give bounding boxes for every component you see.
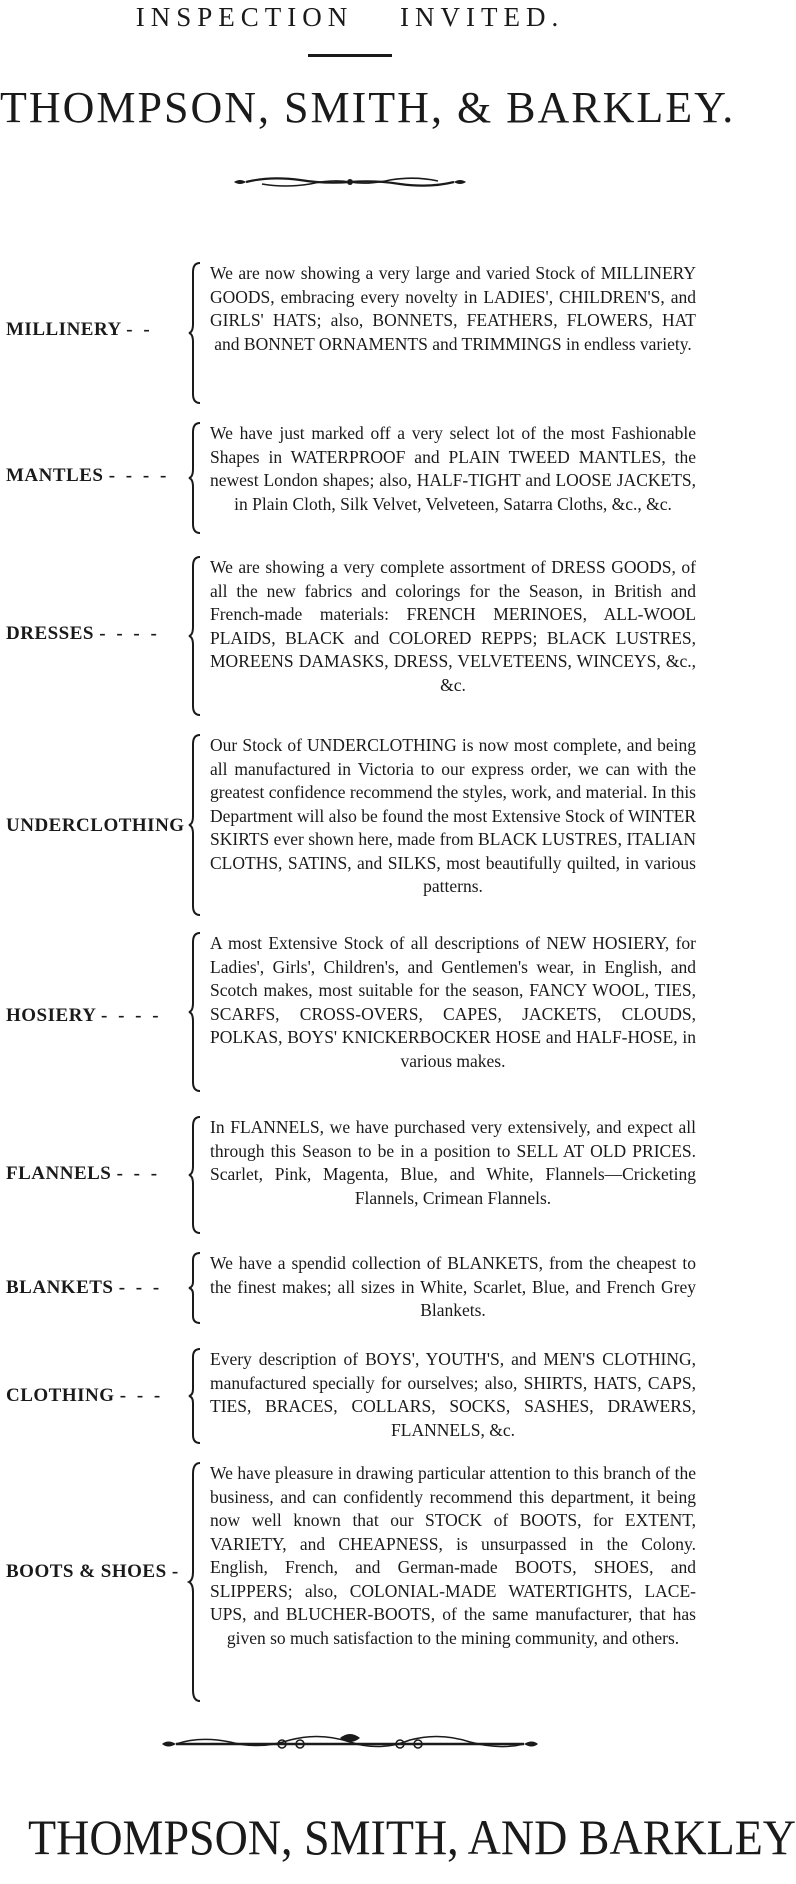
section-label: HOSIERY - - - - bbox=[6, 1005, 162, 1026]
section-text: We have pleasure in drawing particular attention to this branch of the business, and can confidently recommend this department, it being now well known that our STOCK of BOOTS, for EXTENT, VARIETY, and CHEAPNESS, is unsurpassed in the Colony. English, French, and German-made BOOTS, SHOES, and SLIPPERS; also, COLONIAL-MADE WATERTIGHTS, LACE-UPS, and BLUCHER-BOOTS, of the same manufacturer, that has given so much satisfaction to the mining community, and others. bbox=[210, 1463, 696, 1648]
section-text: We are showing a very complete assortment of DRESS GOODS, of all the new fabrics and colorings for the Season, in British and French-made materials: FRENCH MERINOES, ALL-WOOL PLAIDS, BLACK and COLORED REPPS; BLACK LUSTRES, MOREENS DAMASKS, DRESS, VELVETEENS, WINCEYS, &c., &c. bbox=[210, 557, 696, 695]
firm-name-bottom: THOMPSON, SMITH, AND BARKLEY bbox=[28, 1809, 796, 1865]
section-text: We have a spendid collection of BLANKETS, from the cheapest to the finest makes; all sizes in White, Scarlet, Blue, and French Grey Blankets. bbox=[210, 1253, 696, 1320]
heading-rule bbox=[308, 54, 392, 57]
left-brace-icon bbox=[188, 1462, 202, 1702]
section-label: BLANKETS - - - bbox=[6, 1277, 163, 1298]
firm-name-top: THOMPSON, SMITH, & BARKLEY. bbox=[0, 83, 736, 132]
section-label: FLANNELS - - - bbox=[6, 1163, 161, 1184]
section-text: We have just marked off a very select lot of the most Fashionable Shapes in WATERPROOF and PLAIN TWEED MANTLES, the newest London shapes; also, HALF-TIGHT and LOOSE JACKETS, in Plain Cloth, Silk Velvet, Velveteen, Satarra Cloths, &c., &c. bbox=[210, 423, 696, 514]
section-text: We are now showing a very large and varied Stock of MILLINERY GOODS, embracing every novelty in LADIES', CHILDREN'S, and GIRLS' HATS; also, BONNETS, FEATHERS, FLOWERS, HAT and BONNET ORNAMENTS and TRIMMINGS in endless variety. bbox=[210, 263, 696, 354]
section-text: In FLANNELS, we have purchased very extensively, and expect all through this Season to be in a position to SELL AT OLD PRICES. Scarlet, Pink, Magenta, Blue, and White, Flannels—Cricketing Flannels, Crimean Flannels. bbox=[210, 1117, 696, 1208]
scroll-ornament-icon bbox=[0, 1728, 700, 1758]
section-text: Every description of BOYS', YOUTH'S, and MEN'S CLOTHING, manufactured specially for ourselves; also, SHIRTS, HATS, CAPS, TIES, BRACES, COLLARS, SOCKS, SASHES, DRAWERS, FLANNELS, &c. bbox=[210, 1349, 696, 1440]
left-brace-icon bbox=[188, 734, 202, 916]
section-label: DRESSES - - - - bbox=[6, 623, 160, 644]
advert-heading: INSPECTION INVITED. bbox=[135, 2, 565, 32]
section-label: MANTLES - - - - bbox=[6, 465, 170, 486]
left-brace-icon bbox=[188, 262, 202, 404]
left-brace-icon bbox=[188, 1252, 202, 1324]
left-brace-icon bbox=[188, 1116, 202, 1234]
left-brace-icon bbox=[188, 932, 202, 1092]
section-label: CLOTHING - - - bbox=[6, 1385, 164, 1406]
section-label: UNDERCLOTHING bbox=[6, 815, 185, 836]
section-label: MILLINERY - - bbox=[6, 319, 153, 340]
section-text: A most Extensive Stock of all descriptions of NEW HOSIERY, for Ladies', Girls', Children's, and Gentlemen's wear, in English, and Scotch makes, most suitable for the season, FANCY WOOL, TIES, SCARFS, CROSS-OVERS, CAPES, JACKETS, CLOUDS, POLKAS, BOYS' KNICKERBOCKER HOSE and HALF-HOSE, in various makes. bbox=[210, 933, 696, 1071]
section-text: Our Stock of UNDERCLOTHING is now most complete, and being all manufactured in Victoria to our express order, we can with the greatest confidence recommend the styles, work, and material. In this Department will also be found the most Extensive Stock of WINTER SKIRTS ever shown here, made from BLACK LUSTRES, ITALIAN CLOTHS, SATINS, and SILKS, most beautifully quilted, in various patterns. bbox=[210, 735, 696, 896]
left-brace-icon bbox=[188, 1348, 202, 1444]
scroll-ornament-icon bbox=[0, 170, 700, 194]
section-label: BOOTS & SHOES - bbox=[6, 1561, 182, 1582]
left-brace-icon bbox=[188, 556, 202, 716]
left-brace-icon bbox=[188, 422, 202, 534]
